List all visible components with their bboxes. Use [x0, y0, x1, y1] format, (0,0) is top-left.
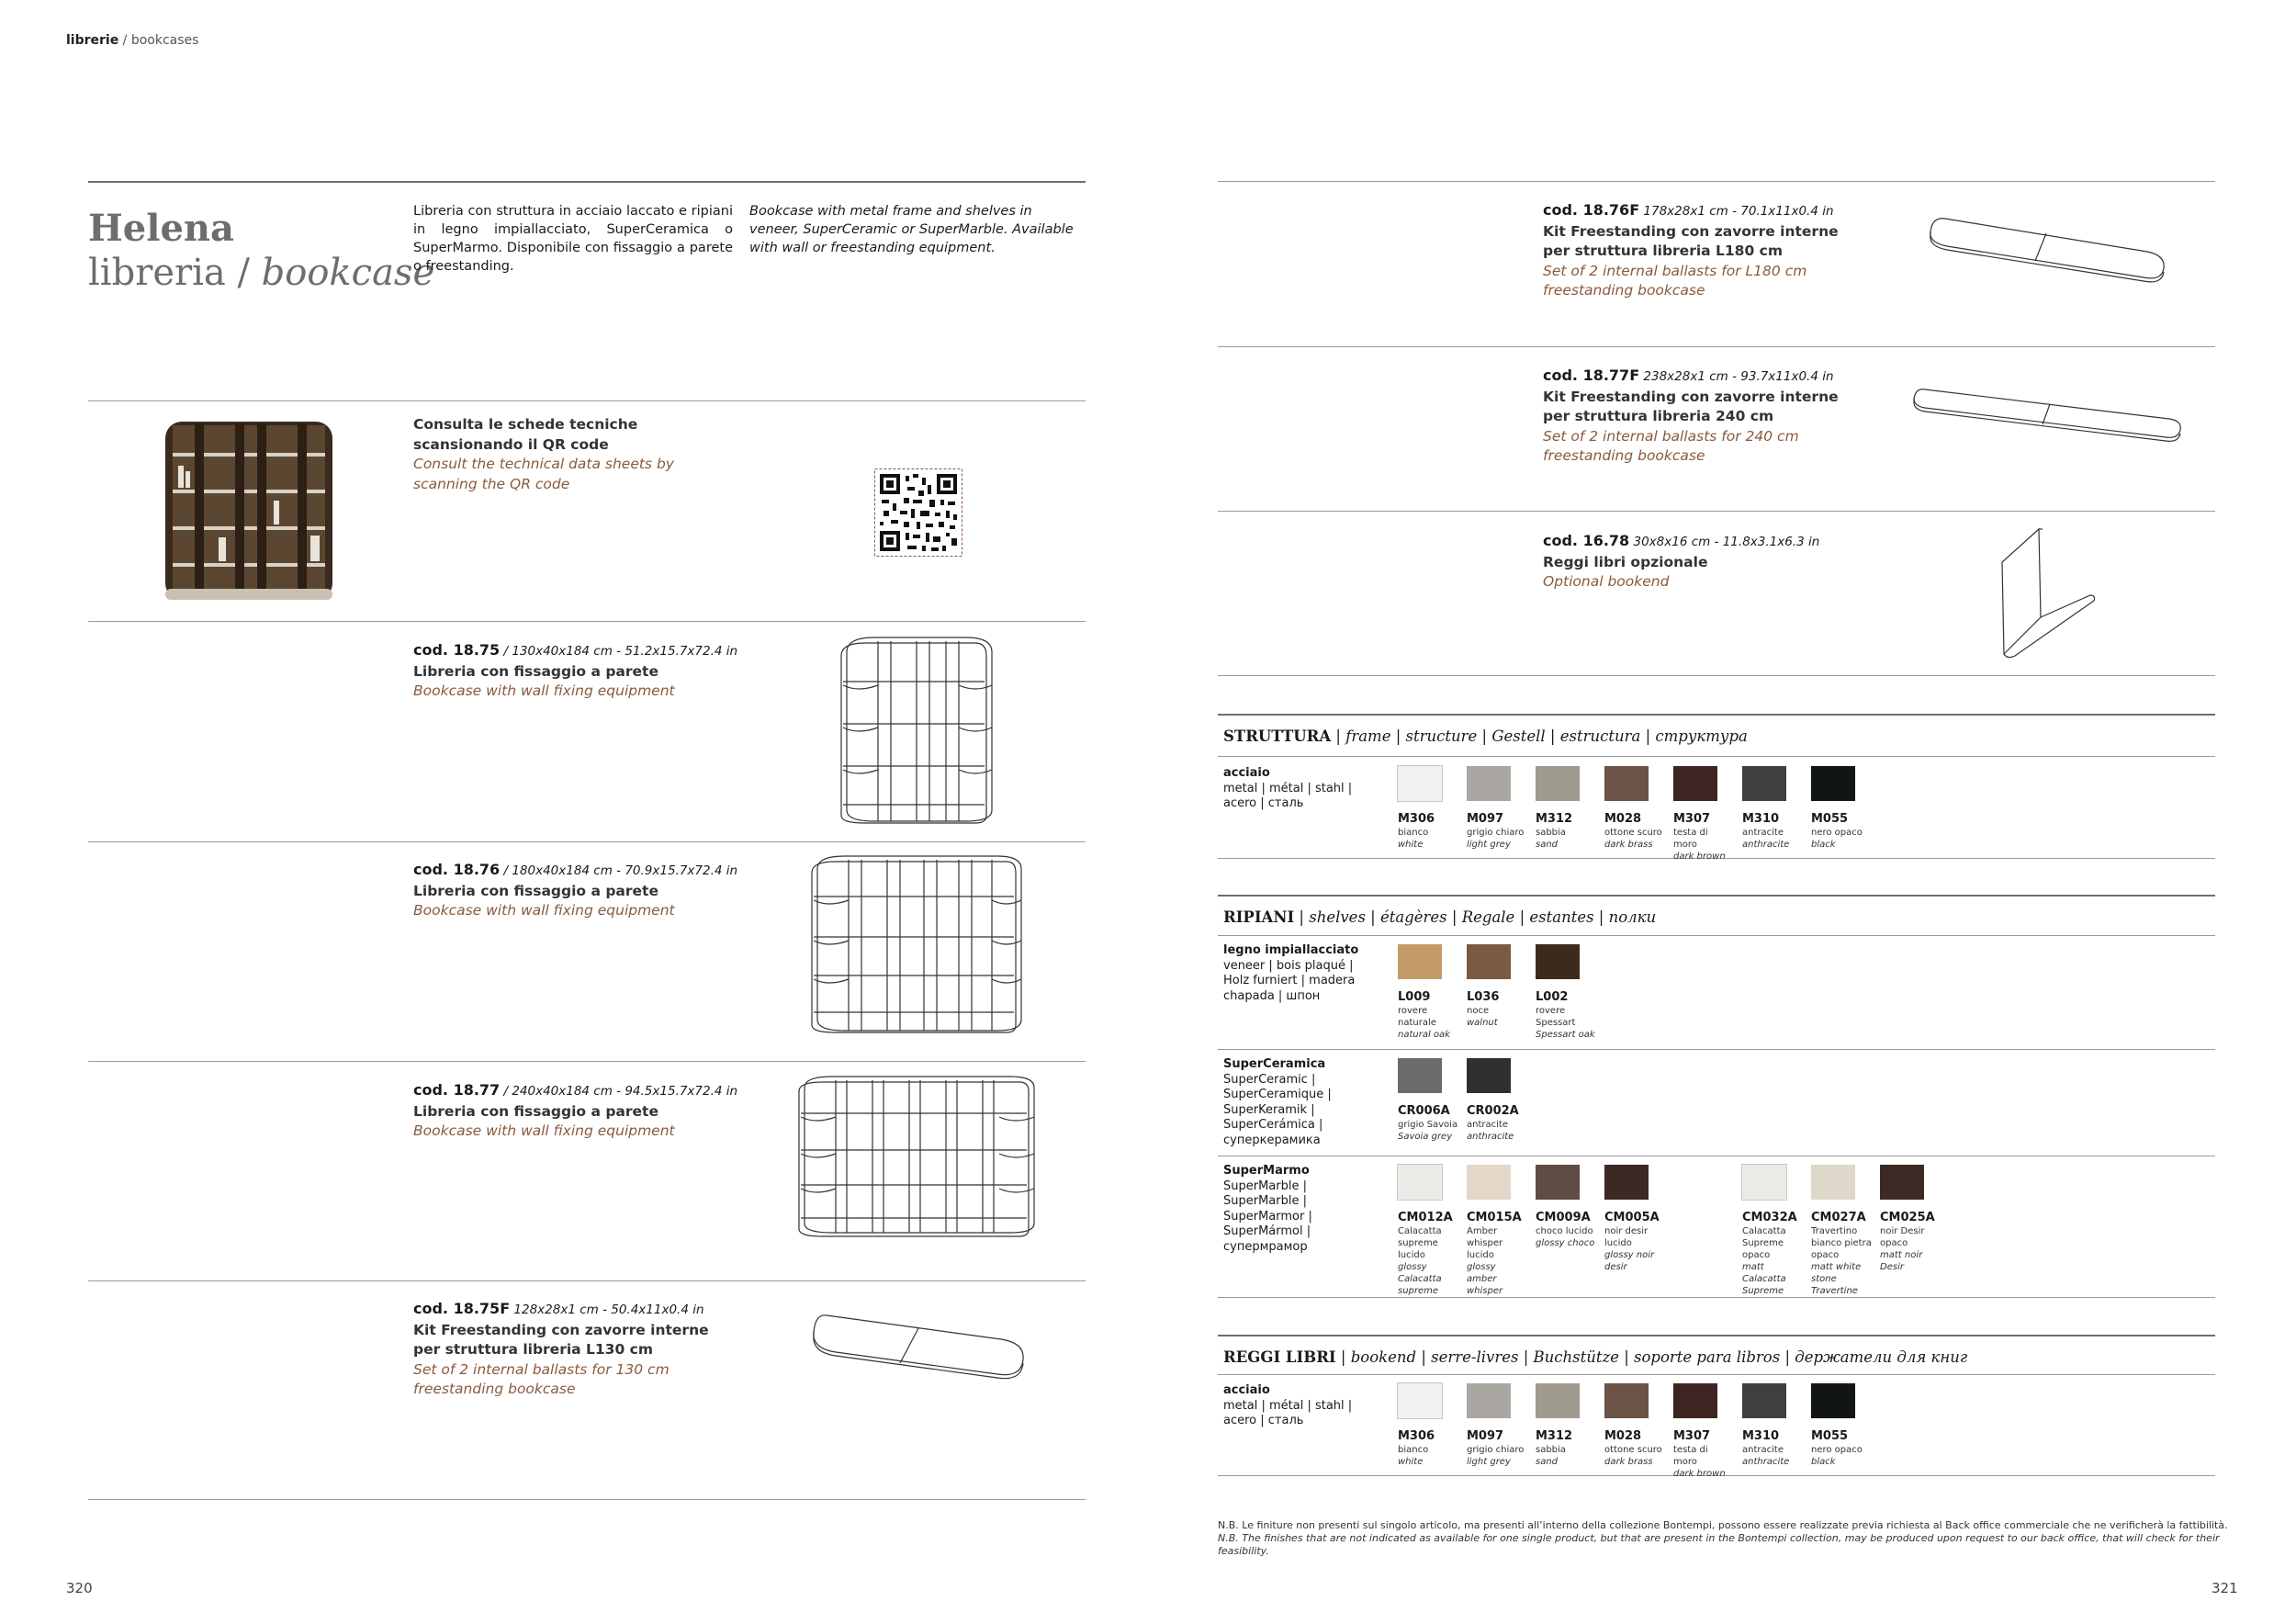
finish-name-en: Savoia grey [1398, 1132, 1453, 1142]
description-en: Bookcase with metal frame and shelves in veneer, SuperCeramic or SuperMarble. Available with wall or freestanding equipment. [749, 204, 1074, 255]
breadcrumb [66, 33, 198, 48]
finish-name [1398, 1005, 1458, 1041]
bookcase-180-drawing [808, 854, 1025, 1032]
divider [1218, 1049, 2215, 1050]
divider [88, 841, 1086, 842]
divider [88, 400, 1086, 401]
divider [88, 621, 1086, 622]
note-en: N.B. The finishes that are not indicated as available for one single product, but that are present in the Bontempi collection, may be produced upon request to our back office, that will check for their feasibility. [1218, 1532, 2220, 1557]
finish-name-it: testa di moro [1673, 1445, 1708, 1467]
finish-name-it: Calacatta Supreme opaco [1742, 1226, 1786, 1260]
product-name-en: Set of 2 internal ballasts for L180 cm freestanding bookcase [1543, 262, 1807, 299]
title-subtitle: libreria / bookcase [88, 252, 435, 294]
product-name-it: Kit Freestanding con zavorre interne per struttura libreria L180 cm [1543, 222, 1839, 259]
divider [1218, 346, 2215, 347]
finish-name [1467, 1005, 1527, 1029]
finish-name-it: antracite [1467, 1120, 1508, 1130]
product-name-it: Kit Freestanding con zavorre interne per struttura libreria L130 cm [413, 1321, 709, 1358]
finish-name-en: dark brass [1604, 840, 1653, 850]
finish-name [1604, 1225, 1665, 1273]
finish-name [1604, 827, 1665, 851]
title-name: Helena [88, 207, 234, 250]
finish-code: L036 [1467, 990, 1500, 1004]
finish-swatch-m312 [1536, 766, 1580, 801]
bookend-drawing [1995, 525, 2098, 661]
product-name-it: Libreria con fissaggio a parete [413, 662, 658, 680]
finish-name-en: sand [1536, 840, 1559, 850]
divider [1218, 714, 2215, 716]
product-18-77F [1543, 366, 1864, 467]
finish-name-it: choco lucido [1536, 1226, 1593, 1236]
finish-swatch-m310 [1742, 766, 1786, 801]
breadcrumb-sub: bookcases [130, 33, 199, 48]
finish-name [1536, 827, 1596, 851]
finish-name [1536, 1225, 1596, 1249]
finish-name [1811, 1444, 1872, 1468]
finish-name-en: anthracite [1742, 1457, 1790, 1467]
product-name-en: Optional bookend [1543, 573, 1670, 590]
product-code-line: cod. 18.75 / 130x40x184 cm - 51.2x15.7x72.4 in [413, 641, 738, 659]
finish-code: CM009A [1536, 1211, 1591, 1224]
divider [88, 1061, 1086, 1062]
finish-name-en: glossy Calacatta supreme [1398, 1262, 1442, 1296]
finish-swatch-l036 [1467, 944, 1511, 979]
finish-name-en: glossy choco [1536, 1238, 1595, 1248]
product-name-en: Bookcase with wall fixing equipment [413, 902, 675, 919]
finish-name-it: antracite [1742, 1445, 1784, 1455]
finish-name [1742, 827, 1803, 851]
finish-code: CM027A [1811, 1211, 1866, 1224]
finish-name-en: natural oak [1398, 1030, 1450, 1040]
finish-swatch-m055 [1811, 1383, 1855, 1418]
product-18-76 [413, 860, 744, 921]
ceramic-group-label: SuperCeramica SuperCeramic | SuperCeramique | SuperKeramik | SuperCerámica | суперкерамика [1223, 1057, 1332, 1147]
product-18-76F [1543, 200, 1864, 301]
finish-swatch-m307 [1673, 766, 1717, 801]
finish-name-en: black [1811, 840, 1836, 850]
ripiani-title: RIPIANI | shelves | étagères | Regale | estantes | полки [1223, 908, 1657, 926]
product-code-line: cod. 18.76F 178x28x1 cm - 70.1x11x0.4 in [1543, 201, 1834, 219]
finish-name-en: black [1811, 1457, 1836, 1467]
finish-name-it: noir desir lucido [1604, 1226, 1649, 1248]
finish-name [1742, 1444, 1803, 1468]
bookcase-photo [163, 418, 334, 603]
reggi-group-label: acciaio metal | métal | stahl | acero | сталь [1223, 1383, 1353, 1427]
finish-name [1467, 1444, 1527, 1468]
page-number-right: 321 [2212, 1580, 2238, 1596]
finish-swatch-cr006a [1398, 1058, 1442, 1093]
qr-text-it: Consulta le schede tecniche scansionando il QR code [413, 416, 638, 453]
product-16-78 [1543, 531, 1864, 592]
product-18-77 [413, 1080, 744, 1142]
finish-name-it: nero opaco [1811, 828, 1863, 838]
finish-code: M310 [1742, 812, 1780, 826]
finish-code: M312 [1536, 812, 1573, 826]
finish-swatch-m028 [1604, 766, 1649, 801]
finish-code: CR002A [1467, 1104, 1519, 1118]
veneer-group-label: legno impiallacciato veneer | bois plaqué | Holz furniert | madera chapada | шпон [1223, 943, 1359, 1003]
finish-swatch-m306 [1398, 1383, 1442, 1418]
finish-name-it: Calacatta supreme lucido [1398, 1226, 1442, 1260]
finish-swatch-m306 [1398, 766, 1442, 801]
finish-name [1811, 1225, 1872, 1297]
finish-code: CM005A [1604, 1211, 1660, 1224]
note-it: N.B. Le finiture non presenti sul singolo articolo, ma presenti all’interno della collezione Bontempi, possono essere realizzate previa richiesta al Back office commerciale che ne verificherà la fattibilità. [1218, 1519, 2228, 1531]
finish-name-en: sand [1536, 1457, 1559, 1467]
finish-name-en: light grey [1467, 1457, 1511, 1467]
finish-code: M306 [1398, 812, 1435, 826]
product-name-en: Set of 2 internal ballasts for 240 cm freestanding bookcase [1543, 427, 1799, 464]
product-18-75 [413, 640, 744, 702]
finish-name [1811, 827, 1872, 851]
finish-swatch-m307 [1673, 1383, 1717, 1418]
ballast-130-drawing [808, 1312, 1029, 1382]
finish-name-en: anthracite [1467, 1132, 1514, 1142]
qr-code-icon[interactable] [874, 468, 962, 557]
finish-name-it: sabbia [1536, 828, 1566, 838]
finish-name-it: ottone scuro [1604, 828, 1662, 838]
finish-swatch-l009 [1398, 944, 1442, 979]
finish-swatch-cm032a [1742, 1165, 1786, 1200]
finish-code: M097 [1467, 1429, 1504, 1443]
divider [1218, 756, 2215, 757]
finish-swatch-l002 [1536, 944, 1580, 979]
finish-swatch-m097 [1467, 1383, 1511, 1418]
product-name-it: Kit Freestanding con zavorre interne per struttura libreria 240 cm [1543, 388, 1839, 424]
ballast-180-drawing [1927, 215, 2167, 287]
finish-swatch-cr002a [1467, 1058, 1511, 1093]
finish-name [1398, 1225, 1458, 1297]
finish-name-en: matt Calacatta Supreme [1742, 1262, 1786, 1296]
finish-code: M055 [1811, 812, 1849, 826]
struttura-group-label: acciaio metal | métal | stahl | acero | сталь [1223, 766, 1353, 810]
divider [88, 181, 1086, 183]
finish-name-en: matt noir Desir [1880, 1250, 1923, 1272]
finish-name [1467, 827, 1527, 851]
divider [1218, 1374, 2215, 1375]
finish-name-en: dark brown [1673, 851, 1726, 862]
struttura-title: STRUTTURA | frame | structure | Gestell | estructura | структура [1223, 727, 1748, 745]
finish-name [1536, 1005, 1596, 1041]
finish-name [1467, 1225, 1527, 1297]
finish-swatch-cm025a [1880, 1165, 1924, 1200]
finish-swatch-m055 [1811, 766, 1855, 801]
finish-name [1467, 1119, 1527, 1143]
finish-name-en: glossy noir desir [1604, 1250, 1655, 1272]
product-code-line: cod. 18.76 / 180x40x184 cm - 70.9x15.7x72.4 in [413, 861, 738, 878]
product-name-it: Libreria con fissaggio a parete [413, 882, 658, 899]
qr-text-en: Consult the technical data sheets by scanning the QR code [413, 456, 674, 492]
breadcrumb-section: librerie [66, 33, 119, 48]
finish-name-it: grigio chiaro [1467, 1445, 1525, 1455]
finish-swatch-cm027a [1811, 1165, 1855, 1200]
finish-name [1742, 1225, 1803, 1297]
finish-name [1604, 1444, 1665, 1468]
finish-name-it: noce [1467, 1006, 1490, 1016]
divider [88, 1280, 1086, 1281]
divider [1218, 935, 2215, 936]
finish-code: M028 [1604, 812, 1642, 826]
finish-code: M307 [1673, 812, 1711, 826]
product-title [88, 207, 434, 295]
finish-swatch-cm009a [1536, 1165, 1580, 1200]
finish-name-en: white [1398, 1457, 1424, 1467]
product-name-en: Bookcase with wall fixing equipment [413, 1122, 675, 1139]
divider [1218, 511, 2215, 512]
finish-name-it: testa di moro [1673, 828, 1708, 850]
finish-swatch-cm005a [1604, 1165, 1649, 1200]
finish-swatch-cm015a [1467, 1165, 1511, 1200]
finish-code: M028 [1604, 1429, 1642, 1443]
reggi-title: REGGI LIBRI | bookend | serre-livres | Buchstütze | soporte para libros | держатели для книг [1223, 1348, 1968, 1366]
product-code-line: cod. 18.77 / 240x40x184 cm - 94.5x15.7x72.4 in [413, 1081, 738, 1099]
finish-name-en: walnut [1467, 1018, 1498, 1028]
finish-name-it: sabbia [1536, 1445, 1566, 1455]
product-name-en: Set of 2 internal ballasts for 130 cm freestanding bookcase [413, 1360, 670, 1397]
product-name-it: Libreria con fissaggio a parete [413, 1102, 658, 1120]
finish-name-it: ottone scuro [1604, 1445, 1662, 1455]
finish-name-it: rovere naturale [1398, 1006, 1436, 1028]
finish-code: CM025A [1880, 1211, 1935, 1224]
divider [1218, 895, 2215, 897]
divider [88, 1499, 1086, 1500]
finish-name-it: Amber whisper lucido [1467, 1226, 1503, 1260]
finish-code: CR006A [1398, 1104, 1450, 1118]
divider [1218, 181, 2215, 182]
finish-name-it: bianco [1398, 1445, 1429, 1455]
finish-code: M097 [1467, 812, 1504, 826]
divider [1218, 1335, 2215, 1336]
divider [1218, 675, 2215, 676]
ballast-240-drawing [1912, 386, 2184, 445]
product-18-75F [413, 1299, 726, 1400]
finish-name-en: anthracite [1742, 840, 1790, 850]
finish-name-it: Travertino bianco pietra opaco [1811, 1226, 1872, 1260]
divider [1218, 1297, 2215, 1298]
breadcrumb-separator: / [118, 33, 131, 48]
finish-code: CM012A [1398, 1211, 1453, 1224]
finish-code: L002 [1536, 990, 1569, 1004]
marble-group-label: SuperMarmo SuperMarble | SuperMarble | SuperMarmor | SuperMármol | супермрамор [1223, 1164, 1312, 1254]
finish-name-it: grigio Savoia [1398, 1120, 1458, 1130]
finish-code: M307 [1673, 1429, 1711, 1443]
finish-name-en: dark brass [1604, 1457, 1653, 1467]
finish-name-en: Spessart oak [1536, 1030, 1595, 1040]
finish-code: CM015A [1467, 1211, 1522, 1224]
page-number-left: 320 [66, 1580, 93, 1596]
finish-name-it: antracite [1742, 828, 1784, 838]
finish-code: M055 [1811, 1429, 1849, 1443]
qr-info [413, 415, 716, 494]
product-code-line: cod. 16.78 30x8x16 cm - 11.8x3.1x6.3 in [1543, 532, 1820, 549]
bookcase-240-drawing [795, 1075, 1038, 1236]
finish-name-it: grigio chiaro [1467, 828, 1525, 838]
finish-name-en: white [1398, 840, 1424, 850]
finish-name [1398, 1119, 1458, 1143]
finish-name-it: noir Desir opaco [1880, 1226, 1925, 1248]
finish-name [1398, 1444, 1458, 1468]
finish-name-en: glossy amber whisper [1467, 1262, 1503, 1296]
finish-code: M312 [1536, 1429, 1573, 1443]
finish-code: M310 [1742, 1429, 1780, 1443]
finish-name [1673, 1444, 1734, 1480]
finish-name [1398, 827, 1458, 851]
finish-name-en: matt white stone Travertine [1811, 1262, 1862, 1296]
finish-swatch-m028 [1604, 1383, 1649, 1418]
finish-name-en: light grey [1467, 840, 1511, 850]
finish-name [1673, 827, 1734, 863]
finish-code: M306 [1398, 1429, 1435, 1443]
bookcase-130-drawing [838, 636, 996, 825]
product-code-line: cod. 18.75F 128x28x1 cm - 50.4x11x0.4 in [413, 1300, 704, 1317]
product-code-line: cod. 18.77F 238x28x1 cm - 93.7x11x0.4 in [1543, 367, 1834, 384]
finish-name [1880, 1225, 1941, 1273]
product-name-it: Reggi libri opzionale [1543, 553, 1708, 570]
finish-swatch-m310 [1742, 1383, 1786, 1418]
finish-swatch-cm012a [1398, 1165, 1442, 1200]
finish-name-it: bianco [1398, 828, 1429, 838]
product-name-en: Bookcase with wall fixing equipment [413, 682, 675, 699]
finish-name-it: rovere Spessart [1536, 1006, 1576, 1028]
finish-code: L009 [1398, 990, 1431, 1004]
finish-code: CM032A [1742, 1211, 1797, 1224]
finish-name-en: dark brown [1673, 1469, 1726, 1479]
finish-name [1536, 1444, 1596, 1468]
description-it: Libreria con struttura in acciaio laccato e ripiani in legno impiallacciato, SuperCeramica o SuperMarmo. Disponibile con fissaggio a parete o freestanding. [413, 204, 733, 274]
finish-swatch-m097 [1467, 766, 1511, 801]
finish-swatch-m312 [1536, 1383, 1580, 1418]
finish-name-it: nero opaco [1811, 1445, 1863, 1455]
